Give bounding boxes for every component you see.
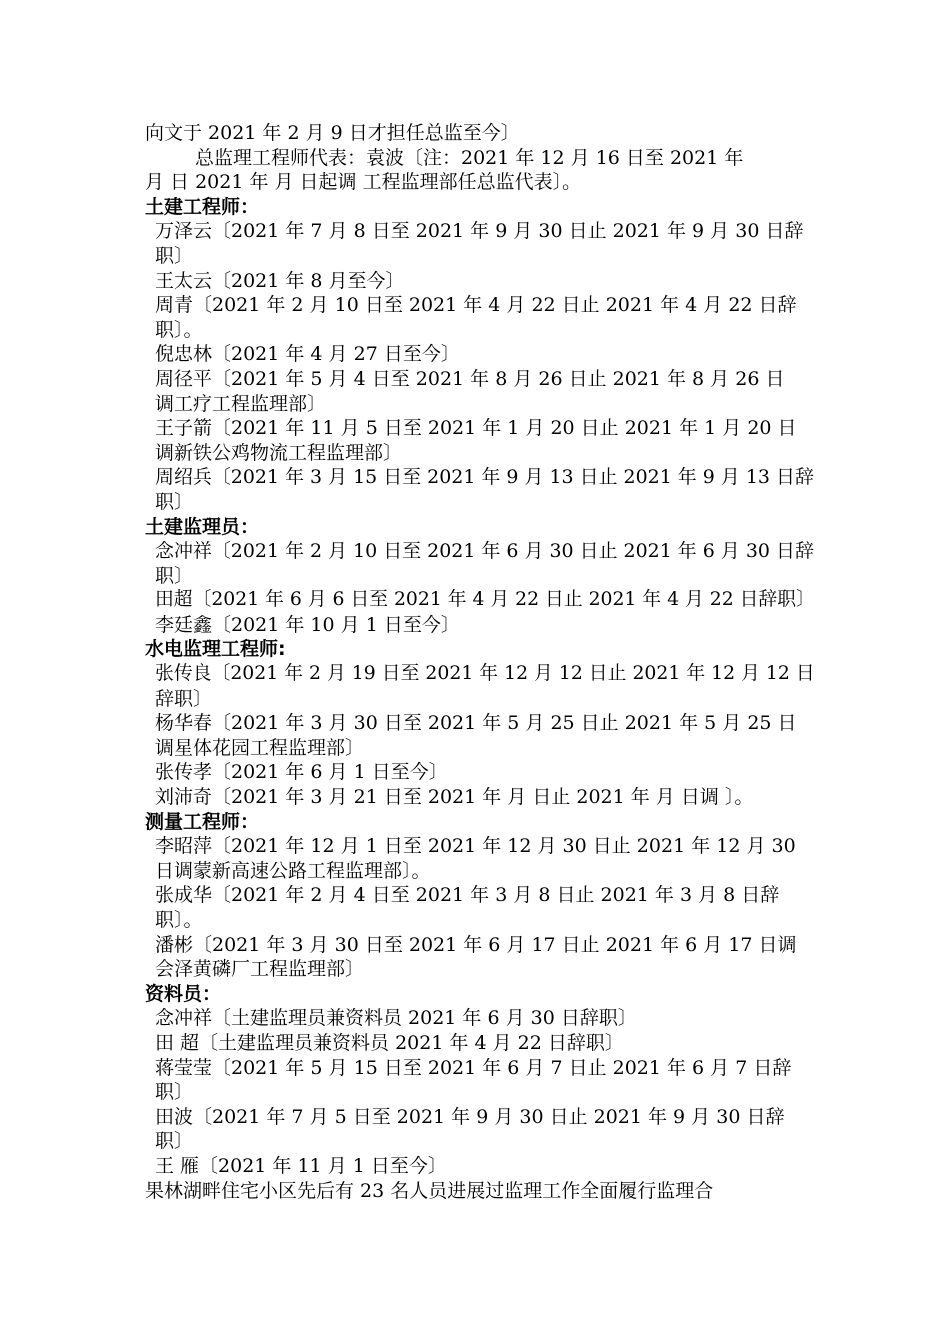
list-item: 调新铁公鸡物流工程监理部〕 <box>155 441 403 464</box>
closing-line: 果林湖畔住宅小区先后有 23 名人员进展过监理工作全面履行监理合 <box>145 1179 714 1202</box>
section-title-survey-engineers: 测量工程师： <box>145 810 260 833</box>
deputy-line-2: 月 日 2021 年 月 日起调 工程监理部任总监代表〕。 <box>145 171 582 194</box>
list-item: 张成华〔2021 年 2 月 4 日至 2021 年 3 月 8 日止 2021 年 3 月 8 日辞 <box>155 884 780 907</box>
deputy-line-1: 总监理工程师代表：袁波〔注：2021 年 12 月 16 日至 2021 年 <box>195 146 744 169</box>
list-item: 念冲祥〔土建监理员兼资料员 2021 年 6 月 30 日辞职〕 <box>155 1007 637 1030</box>
list-item: 职〕 <box>155 564 194 587</box>
list-item: 职〕 <box>155 490 194 513</box>
list-item: 李昭萍〔2021 年 12 月 1 日至 2021 年 12 月 30 日止 2021 年 12 月 30 <box>155 835 796 858</box>
list-item: 职〕。 <box>155 909 203 931</box>
list-item: 倪忠林〔2021 年 4 月 27 日至今〕 <box>155 343 460 366</box>
list-item: 田波〔2021 年 7 月 5 日至 2021 年 9 月 30 日止 2021 年 9 月 30 日辞 <box>155 1105 785 1128</box>
intro-line: 向文于 2021 年 2 月 9 日才担任总监至今〕 <box>145 122 520 144</box>
list-item: 万泽云〔2021 年 7 月 8 日至 2021 年 9 月 30 日止 2021 年 9 月 30 日辞 <box>155 220 804 243</box>
list-item: 刘沛奇〔2021 年 3 月 21 日至 2021 年 月 日止 2021 年 月 日调 〕。 <box>155 786 754 809</box>
list-item: 杨华春〔2021 年 3 月 30 日至 2021 年 5 月 25 日止 2021 年 5 月 25 日 <box>155 712 797 735</box>
list-item: 调工疗工程监理部〕 <box>155 392 327 415</box>
list-item: 会泽黄磷厂工程监理部〕 <box>155 958 365 981</box>
list-item: 蒋莹莹〔2021 年 5 月 15 日至 2021 年 6 月 7 日止 2021 年 6 月 7 日辞 <box>155 1056 792 1079</box>
list-item: 田超〔2021 年 6 月 6 日至 2021 年 4 月 22 日止 2021 年 4 月 22 日辞职〕 <box>155 589 815 611</box>
section-title-civil-engineers: 土建工程师： <box>145 195 260 218</box>
list-item: 张传孝〔2021 年 6 月 1 日至今〕 <box>155 761 448 784</box>
list-item: 王 雁〔2021 年 11 月 1 日至今〕 <box>155 1154 447 1177</box>
document-body <box>145 121 815 1203</box>
list-item: 潘彬〔2021 年 3 月 30 日至 2021 年 6 月 17 日止 2021 年 6 月 17 日调 <box>155 933 797 956</box>
list-item: 李廷鑫〔2021 年 10 月 1 日至今〕 <box>155 613 460 636</box>
list-item: 周径平〔2021 年 5 月 4 日至 2021 年 8 月 26 日止 2021 年 8 月 26 日 <box>155 367 785 390</box>
section-title-document-clerks: 资料员： <box>145 982 222 1005</box>
list-item: 职〕 <box>155 1081 194 1104</box>
list-item: 职〕 <box>155 244 194 267</box>
list-item: 周绍兵〔2021 年 3 月 15 日至 2021 年 9 月 13 日止 2021 年 9 月 13 日辞 <box>155 466 814 489</box>
section-title-civil-supervisors: 土建监理员： <box>145 515 260 538</box>
list-item: 念冲祥〔2021 年 2 月 10 日至 2021 年 6 月 30 日止 2021 年 6 月 30 日辞 <box>155 540 814 563</box>
list-item: 王子箭〔2021 年 11 月 5 日至 2021 年 1 月 20 日止 2021 年 1 月 20 日 <box>155 417 797 440</box>
list-item: 调星体花园工程监理部〕 <box>155 736 365 759</box>
list-item: 职〕。 <box>155 318 203 341</box>
list-item: 日调蒙新高速公路工程监理部〕。 <box>155 859 431 882</box>
section-title-water-electric-engineers: 水电监理工程师: <box>145 638 286 661</box>
list-item: 周青〔2021 年 2 月 10 日至 2021 年 4 月 22 日止 2021 年 4 月 22 日辞 <box>155 294 797 317</box>
list-item: 张传良〔2021 年 2 月 19 日至 2021 年 12 月 12 日止 2021 年 12 月 12 日 <box>155 663 815 685</box>
list-item: 田 超〔土建监理员兼资料员 2021 年 4 月 22 日辞职〕 <box>155 1031 624 1054</box>
list-item: 王太云〔2021 年 8 月至今〕 <box>155 269 405 292</box>
list-item: 职〕 <box>155 1130 194 1153</box>
list-item: 辞职〕 <box>155 687 213 710</box>
